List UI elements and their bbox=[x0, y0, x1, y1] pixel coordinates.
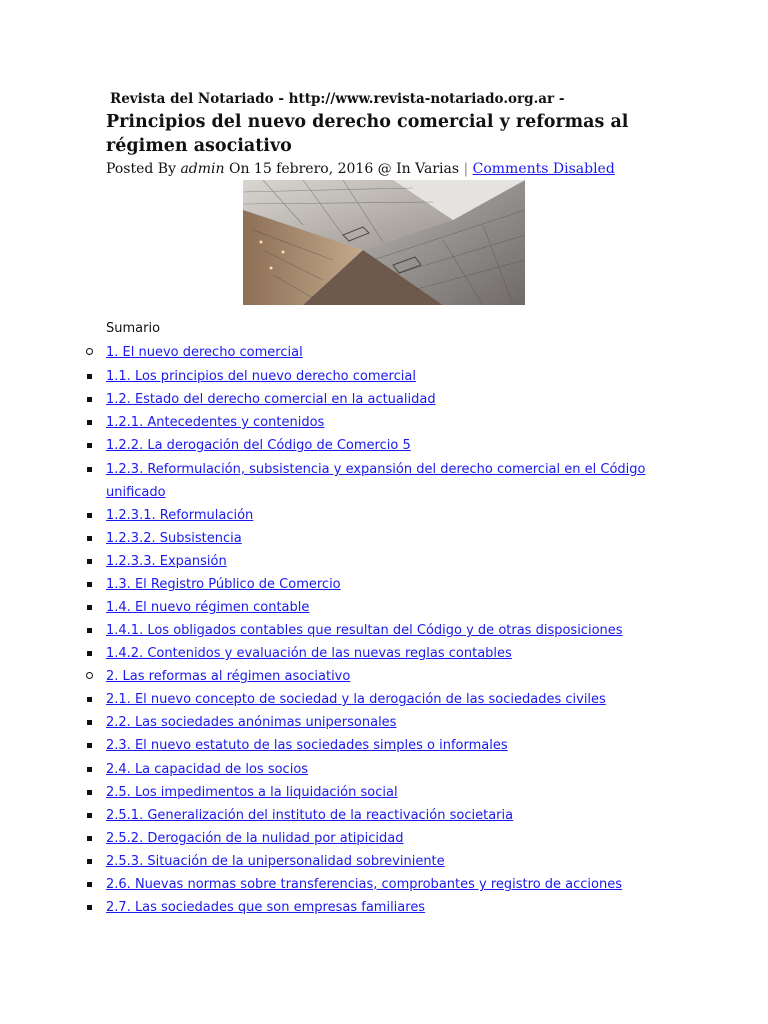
toc-link[interactable]: 2.3. El nuevo estatuto de las sociedades simples o informales bbox=[106, 738, 508, 753]
circle-bullet-icon bbox=[84, 665, 94, 688]
article-image bbox=[243, 180, 525, 305]
toc-link[interactable]: 2.7. Las sociedades que son empresas familiares bbox=[106, 900, 426, 915]
post-date-category: On 15 febrero, 2016 @ In Varias bbox=[224, 161, 464, 177]
square-bullet-icon bbox=[84, 550, 94, 573]
toc-link[interactable]: 1.2.2. La derogación del Código de Comercio 5 bbox=[106, 438, 411, 453]
square-bullet-icon bbox=[84, 804, 94, 827]
square-bullet-icon bbox=[84, 850, 94, 873]
square-bullet-icon bbox=[84, 873, 94, 896]
toc-link[interactable]: 2.4. La capacidad de los socios bbox=[106, 762, 309, 777]
toc-link[interactable]: 1.2.3.1. Reformulación bbox=[106, 508, 254, 523]
comments-link[interactable]: Comments Disabled bbox=[472, 161, 615, 177]
circle-bullet-icon bbox=[84, 341, 94, 364]
toc-link[interactable]: 1.4. El nuevo régimen contable bbox=[106, 600, 310, 615]
toc-link[interactable]: 1.2.3. Reformulación, subsistencia y expansión del derecho comercial en el Código unificado bbox=[106, 462, 646, 500]
square-bullet-icon bbox=[84, 458, 94, 481]
square-bullet-icon bbox=[84, 688, 94, 711]
square-bullet-icon bbox=[84, 619, 94, 642]
toc-link[interactable]: 1.2.1. Antecedentes y contenidos bbox=[106, 415, 325, 430]
toc-link[interactable]: 2.6. Nuevas normas sobre transferencias, comprobantes y registro de acciones bbox=[106, 877, 623, 892]
square-bullet-icon bbox=[84, 504, 94, 527]
toc-link[interactable]: 1.1. Los principios del nuevo derecho comercial bbox=[106, 369, 416, 384]
toc-link[interactable]: 2.1. El nuevo concepto de sociedad y la derogación de las sociedades civiles bbox=[106, 692, 606, 707]
toc-link[interactable]: 2.5.3. Situación de la unipersonalidad sobreviniente bbox=[106, 854, 445, 869]
square-bullet-icon bbox=[84, 758, 94, 781]
square-bullet-icon bbox=[84, 781, 94, 804]
square-bullet-icon bbox=[84, 596, 94, 619]
square-bullet-icon bbox=[84, 365, 94, 388]
toc-link[interactable]: 1.2.3.2. Subsistencia bbox=[106, 531, 242, 546]
toc-link[interactable]: 2.2. Las sociedades anónimas unipersonales bbox=[106, 715, 397, 730]
site-header-line: Revista del Notariado - http://www.revista-notariado.org.ar - bbox=[110, 91, 565, 107]
article-title: Principios del nuevo derecho comercial y reformas al régimen asociativo bbox=[106, 112, 629, 156]
toc-link[interactable]: 2. Las reformas al régimen asociativo bbox=[106, 669, 351, 684]
toc-link[interactable]: 2.5.2. Derogación de la nulidad por atipicidad bbox=[106, 831, 404, 846]
toc-link[interactable]: 1.3. El Registro Público de Comercio bbox=[106, 577, 341, 592]
post-meta bbox=[106, 161, 615, 177]
square-bullet-icon bbox=[84, 573, 94, 596]
toc-link[interactable]: 1.4.1. Los obligados contables que resultan del Código y de otras disposiciones bbox=[106, 623, 623, 638]
toc-link[interactable]: 1.2.3.3. Expansión bbox=[106, 554, 227, 569]
square-bullet-icon bbox=[84, 827, 94, 850]
square-bullet-icon bbox=[84, 711, 94, 734]
square-bullet-icon bbox=[84, 527, 94, 550]
toc-link[interactable]: 2.5.1. Generalización del instituto de la reactivación societaria bbox=[106, 808, 514, 823]
square-bullet-icon bbox=[84, 411, 94, 434]
posted-by-label: Posted By bbox=[106, 161, 181, 177]
square-bullet-icon bbox=[84, 642, 94, 665]
toc-link[interactable]: 2.5. Los impedimentos a la liquidación social bbox=[106, 785, 398, 800]
meta-separator: | bbox=[463, 161, 469, 177]
square-bullet-icon bbox=[84, 388, 94, 411]
square-bullet-icon bbox=[84, 734, 94, 757]
toc-link[interactable]: 1.2. Estado del derecho comercial en la actualidad bbox=[106, 392, 436, 407]
toc-link[interactable]: 1.4.2. Contenidos y evaluación de las nuevas reglas contables bbox=[106, 646, 512, 661]
author-name: admin bbox=[180, 161, 225, 177]
toc-link[interactable]: 1. El nuevo derecho comercial bbox=[106, 345, 303, 360]
square-bullet-icon bbox=[84, 434, 94, 457]
square-bullet-icon bbox=[84, 896, 94, 919]
summary-heading: Sumario bbox=[106, 321, 161, 336]
